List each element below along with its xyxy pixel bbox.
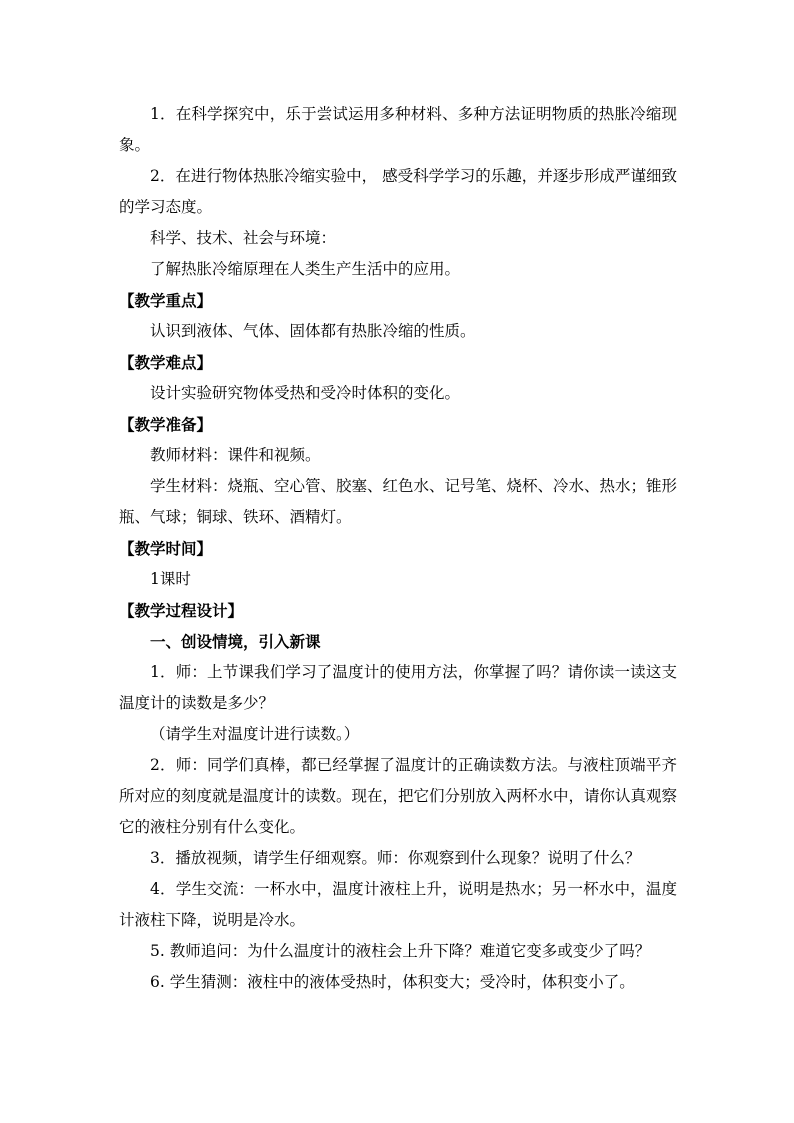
process-paragraph-3: 3．播放视频，请学生仔细观察。师：你观察到什么现象？说明了什么？ [150, 849, 641, 867]
process-paragraph-2: 2．师：同学们真棒，都已经掌握了温度计的正确读数方法。与液柱顶端平齐所对应的刻度就是温度计的读数。现在，把它们分别放入两杯水中，请你认真观察它的液柱分别有什么变化。 [119, 756, 678, 836]
heading-time: 【教学时间】 [119, 539, 213, 558]
process-paragraph-6: 6. 学生猜测：液柱中的液体受热时，体积变大；受冷时，体积变小了。 [150, 973, 635, 991]
objective-paragraph-2: 2．在进行物体热胀冷缩实验中， 感受科学学习的乐趣，并逐步形成严谨细致的学习态度。 [119, 167, 677, 216]
student-materials: 学生材料：烧瓶、空心管、胶塞、红色水、记号笔、烧杯、冷水、热水；锥形瓶、气球；铜球、铁环、酒精灯。 [119, 477, 678, 526]
heading-preparation: 【教学准备】 [119, 415, 213, 434]
sts-label: 科学、技术、社会与环境： [150, 229, 337, 247]
sts-paragraph: 了解热胀冷缩原理在人类生产生活中的应用。 [150, 260, 461, 278]
time-paragraph: 1课时 [150, 570, 191, 588]
difficulties-paragraph: 设计实验研究物体受热和受冷时体积的变化。 [150, 384, 461, 402]
process-paragraph-1: 1．师：上节课我们学习了温度计的使用方法，你掌握了吗？请你读一读这支温度计的读数是多少？ [119, 663, 677, 712]
objective-paragraph-1: 1．在科学探究中，乐于尝试运用多种材料、多种方法证明物质的热胀冷缩现象。 [119, 105, 677, 154]
process-paragraph-5: 5. 教师追问：为什么温度计的液柱会上升下降？难道它变多或变少了吗？ [150, 942, 651, 960]
process-paragraph-note: （请学生对温度计进行读数。） [150, 725, 360, 743]
heading-difficulties: 【教学难点】 [119, 353, 213, 372]
document-page [119, 99, 677, 998]
section-1-heading: 一、创设情境，引入新课 [150, 632, 321, 651]
key-points-paragraph: 认识到液体、气体、固体都有热胀冷缩的性质。 [150, 322, 476, 340]
heading-key-points: 【教学重点】 [119, 291, 213, 310]
teacher-materials: 教师材料：课件和视频。 [150, 446, 321, 464]
process-paragraph-4: 4．学生交流：一杯水中，温度计液柱上升，说明是热水；另一杯水中，温度计液柱下降，说明是冷水。 [119, 880, 677, 929]
heading-process: 【教学过程设计】 [119, 601, 244, 620]
